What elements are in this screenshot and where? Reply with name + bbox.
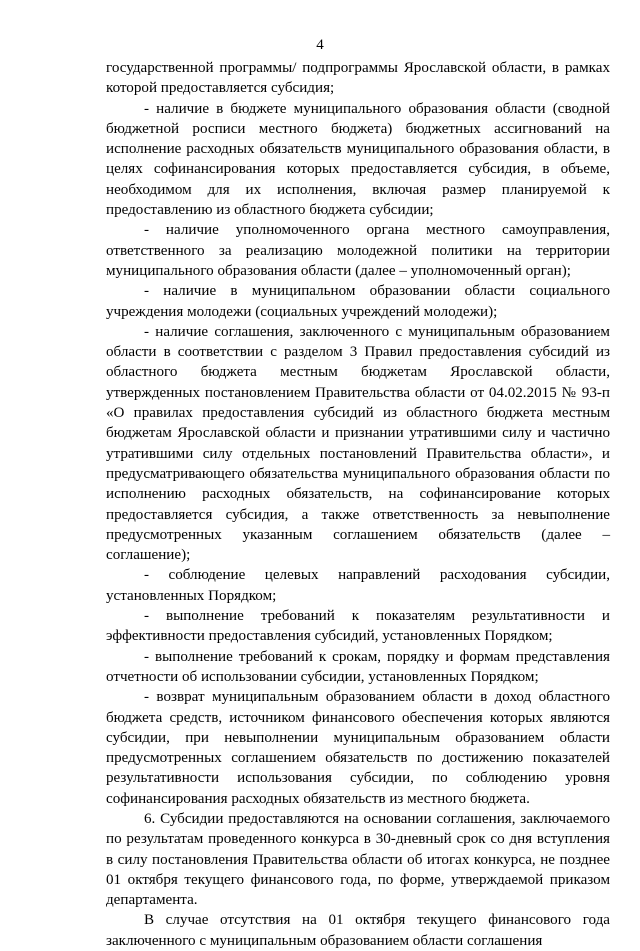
paragraph-item-6: 6. Субсидии предоставляются на основании соглашения, заключаемого по результатам проведенного конкурса в 30-дневный срок со дня вступления в силу постановления Правительства области об итогах конкурса, не позднее 01 октября текущего финансового года, по форме, утверждаемой приказом департамента. [106, 810, 610, 909]
paragraph-authorized-body: - наличие уполномоченного органа местного самоуправления, ответственного за реализацию молодежной политики на территории муниципального образования области (далее – уполномоченный орган); [106, 222, 610, 279]
paragraph-agreement: - наличие соглашения, заключенного с муниципальным образованием области в соответствии с разделом 3 Правил предоставления субсидий из областного бюджета местным бюджетам Ярославской области, утвержденных постановлением Правительства области от 04.02.2015 № 93-п «О правилах предоставления субсидий из областного бюджета местным бюджетам Ярославской области и признании утратившими силу и частично утратившими силу отдельных постановлений Правительства области», и предусматривающего обязательства муниципального образования области по исполнению расходных обязательств, на софинансирование которых предоставляется субсидия, а также ответственность за невыполнение предусмотренных указанным соглашением обязательств (далее – соглашение); [106, 323, 610, 564]
document-body [106, 58, 610, 951]
paragraph-performance-indicators: - выполнение требований к показателям результативности и эффективности предоставления субсидий, установленных Порядком; [106, 608, 610, 645]
paragraph-budget-allocations: - наличие в бюджете муниципального образования области (сводной бюджетной росписи местного бюджета) бюджетных ассигнований на исполнение расходных обязательств муниципального образования области, в целях софинансирования которых предоставляется субсидия, в объеме, необходимом для их исполнения, включая размер планируемой к предоставлению из областного бюджета субсидии; [106, 100, 610, 219]
paragraph-absence-of-agreement: В случае отсутствия на 01 октября текущего финансового года заключенного с муниципальным образованием области соглашения [106, 912, 610, 949]
paragraph-return-funds: - возврат муниципальным образованием области в доход областного бюджета средств, источником финансового обеспечения которых являются субсидии, при невыполнении муниципальным образованием области предусмотренных соглашением обязательств по достижению показателей результативности использования субсидии, по соблюдению уровня софинансирования расходных обязательств из местного бюджета. [106, 689, 610, 807]
paragraph-youth-institution: - наличие в муниципальном образовании области социального учреждения молодежи (социальных учреждений молодежи); [106, 283, 610, 320]
paragraph-continuation: государственной программы/ подпрограммы Ярославской области, в рамках которой предоставляется субсидия; [106, 60, 610, 97]
paragraph-target-directions: - соблюдение целевых направлений расходования субсидии, установленных Порядком; [106, 567, 610, 604]
paragraph-reporting: - выполнение требований к срокам, порядку и формам представления отчетности об использовании субсидии, установленных Порядком; [106, 648, 610, 685]
page-number: 4 [316, 37, 324, 53]
